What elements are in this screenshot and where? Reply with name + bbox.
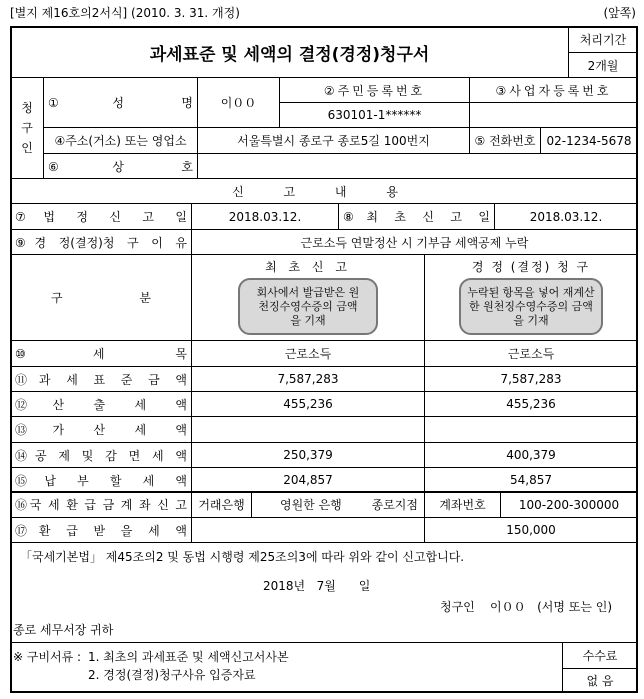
addressee: 종로 세무서장 귀하 [13, 623, 114, 637]
table-row-label: ⑭공 제 및 감 면 세 액 [10, 442, 192, 468]
name-label: ①성 명 [43, 77, 198, 128]
table-row-label: ⑩세 목 [10, 340, 192, 367]
table-row-label: ⑬가 산 세 액 [10, 416, 192, 443]
bank-name: 영원한 은행 [280, 498, 342, 512]
table-cell-initial: 455,236 [191, 391, 425, 417]
declaration-date: 2018년 7월 일 [263, 579, 371, 593]
correction-column-header: 경 정 (결정) 청 구 [424, 254, 638, 341]
fee-value: 없 음 [562, 668, 638, 693]
address-label: ④주소(거소) 또는 영업소 [43, 127, 198, 154]
form-title: 과세표준 및 세액의 결정(경정)청구서 [10, 26, 569, 78]
attachment-item: 2. 경정(결정)청구사유 입증자료 [88, 668, 256, 682]
initial-note-bubble: 회사에서 발급받은 원천징수영수증의 금액을 기재 [238, 278, 378, 335]
fee-label: 수수료 [562, 642, 638, 669]
table-row-label: ⑪과 세 표 준 금 액 [10, 366, 192, 392]
table-cell-initial: 204,857 [191, 467, 425, 493]
initial-date-value: 2018.03.12. [494, 203, 638, 230]
table-cell-initial: 근로소득 [191, 340, 425, 367]
sign-note: (서명 또는 인) [537, 600, 613, 614]
signature-line [440, 598, 612, 615]
signer-label: 청구인 [440, 600, 475, 614]
declaration-statement: 「국세기본법」 제45조의2 및 동법 시행령 제25조의3에 따라 위와 같이 신고합니다. [20, 550, 465, 564]
refund-account-label: ⑯국 세 환 급 금 계 좌 신 고 [10, 491, 192, 518]
table-cell-initial: 250,379 [191, 442, 425, 468]
reason-label: ⑨경 정(결정)청 구 이 유 [10, 229, 192, 255]
processing-period-value: 2개월 [568, 52, 638, 78]
claimant-section-label: 청구인 [10, 77, 44, 179]
table-cell-correction: 400,379 [424, 442, 638, 468]
refund-amount-label: ⑰환 급 받 을 세 액 [10, 517, 192, 543]
legal-date-label: ⑦법 정 신 고 일 [10, 203, 192, 230]
brn-label: ③사업자등록번호 [469, 77, 638, 103]
legal-date-value: 2018.03.12. [191, 203, 339, 230]
page-side: (앞쪽) [603, 6, 636, 20]
rrn-label: ②주민등록번호 [279, 77, 470, 103]
bank-field[interactable] [251, 491, 425, 518]
name-value: 이００ [197, 77, 280, 128]
account-number-label: 계좌번호 [424, 491, 501, 518]
table-row-label: ⑫산 출 세 액 [10, 391, 192, 417]
table-cell-initial: 7,587,283 [191, 366, 425, 392]
category-label: 구 분 [10, 254, 192, 341]
account-number-value[interactable]: 100-200-300000 [500, 491, 638, 518]
phone-label: ⑤ 전화번호 [469, 127, 541, 154]
table-row-label: ⑮납 부 할 세 액 [10, 467, 192, 493]
attachments-prefix: ※ 구비서류 : [13, 650, 82, 664]
correction-note-bubble: 누락된 항목을 넣어 재계산한 원천징수영수증의 금액을 기재 [459, 278, 603, 335]
refund-amount-initial [191, 517, 425, 543]
reason-value: 근로소득 연말정산 시 기부금 세액공제 누락 [191, 229, 638, 255]
signer-name: 이００ [490, 600, 526, 614]
table-cell-correction: 54,857 [424, 467, 638, 493]
form-reference: [별지 제16호의2서식] (2010. 3. 31. 개정) [10, 6, 240, 20]
table-cell-correction [424, 416, 638, 443]
rrn-value: 630101-1****** [279, 102, 470, 128]
table-cell-correction: 455,236 [424, 391, 638, 417]
processing-period-label: 처리기간 [568, 26, 638, 53]
bank-label: 거래은행 [191, 491, 252, 518]
table-cell-initial [191, 416, 425, 443]
attachment-item: 1. 최초의 과세표준 및 세액신고서사본 [88, 650, 289, 664]
address-value: 서울특별시 종로구 종로5길 100번지 [197, 127, 470, 154]
refund-amount-correction: 150,000 [424, 517, 638, 543]
initial-column-header: 최 초 신 고 [191, 254, 425, 341]
table-cell-correction: 7,587,283 [424, 366, 638, 392]
bank-branch: 종로지점 [371, 498, 418, 512]
initial-date-label: ⑧최 초 신 고 일 [338, 203, 495, 230]
trade-name-label: ⑥상 호 [43, 153, 198, 179]
phone-value: 02-1234-5678 [540, 127, 638, 154]
brn-value [469, 102, 638, 128]
table-cell-correction: 근로소득 [424, 340, 638, 367]
trade-name-value [197, 153, 638, 179]
report-section-title: 신 고 내 용 [10, 178, 638, 204]
